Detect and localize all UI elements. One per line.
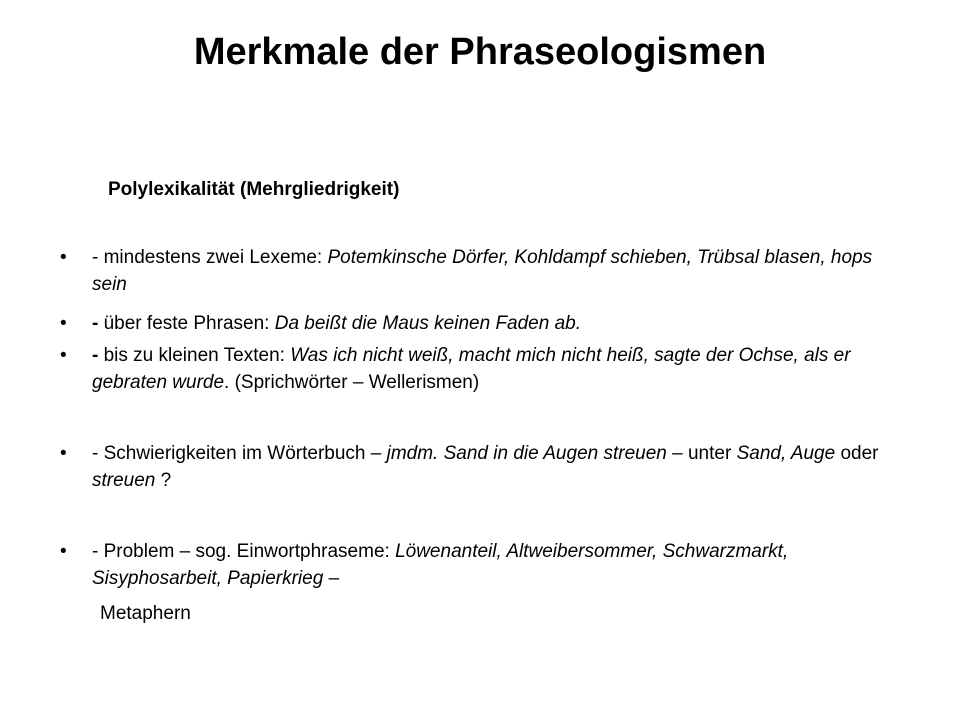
- bullet-examples: Potemkinsche Dörfer, Kohldampf schieben, Trübsal blasen, hops sein: [92, 247, 873, 295]
- bullet-dot: •: [60, 541, 67, 562]
- bullet-mid-2: oder: [835, 443, 879, 464]
- bullet-examples: Da beißt die Maus keinen Faden ab.: [274, 313, 582, 334]
- bullet-tail: –: [323, 568, 340, 589]
- bullet-dot: •: [60, 345, 67, 366]
- bullet-term-1: Sand, Auge: [736, 443, 836, 464]
- bullet-dot: •: [60, 443, 67, 464]
- bullet-term-2: streuen: [92, 470, 156, 491]
- continuation-text: Metaphern: [100, 603, 191, 624]
- bullet-text: [92, 538, 882, 592]
- bullet-examples: Was ich nicht weiß, macht mich nicht heiß, sagte der Ochse, als er gebraten wurde: [92, 345, 851, 393]
- bullet-dash: -: [92, 345, 104, 366]
- bullet-lead: - Schwierigkeiten im Wörterbuch –: [92, 443, 387, 464]
- bullet-lead: über feste Phrasen:: [103, 313, 275, 334]
- bullet-mid: – unter: [666, 443, 737, 464]
- slide-title: Merkmale der Phraseologismen: [193, 31, 767, 73]
- bullet-text: [92, 342, 882, 396]
- bullet-examples: jmdm. Sand in die Augen streuen: [386, 443, 667, 464]
- bullet-text: [92, 440, 882, 494]
- bullet-examples: Löwenanteil, Altweibersommer, Schwarzmarkt, Sisyphosarbeit, Papierkrieg: [92, 541, 789, 589]
- bullet-dot: •: [60, 313, 67, 334]
- bullet-tail: . (Sprichwörter – Wellerismen): [224, 372, 480, 393]
- bullet-text: [92, 310, 882, 337]
- bullet-lead: - Problem – sog. Einwortphraseme:: [92, 541, 396, 562]
- bullet-tail: ?: [155, 470, 172, 491]
- bullet-dash: -: [92, 313, 104, 334]
- bullet-dot: •: [60, 247, 67, 268]
- slide-subtitle: Polylexikalität (Mehrgliedrigkeit): [108, 179, 400, 200]
- bullet-lead: bis zu kleinen Texten:: [103, 345, 291, 366]
- bullet-lead: - mindestens zwei Lexeme:: [92, 247, 328, 268]
- bullet-text: [92, 244, 882, 298]
